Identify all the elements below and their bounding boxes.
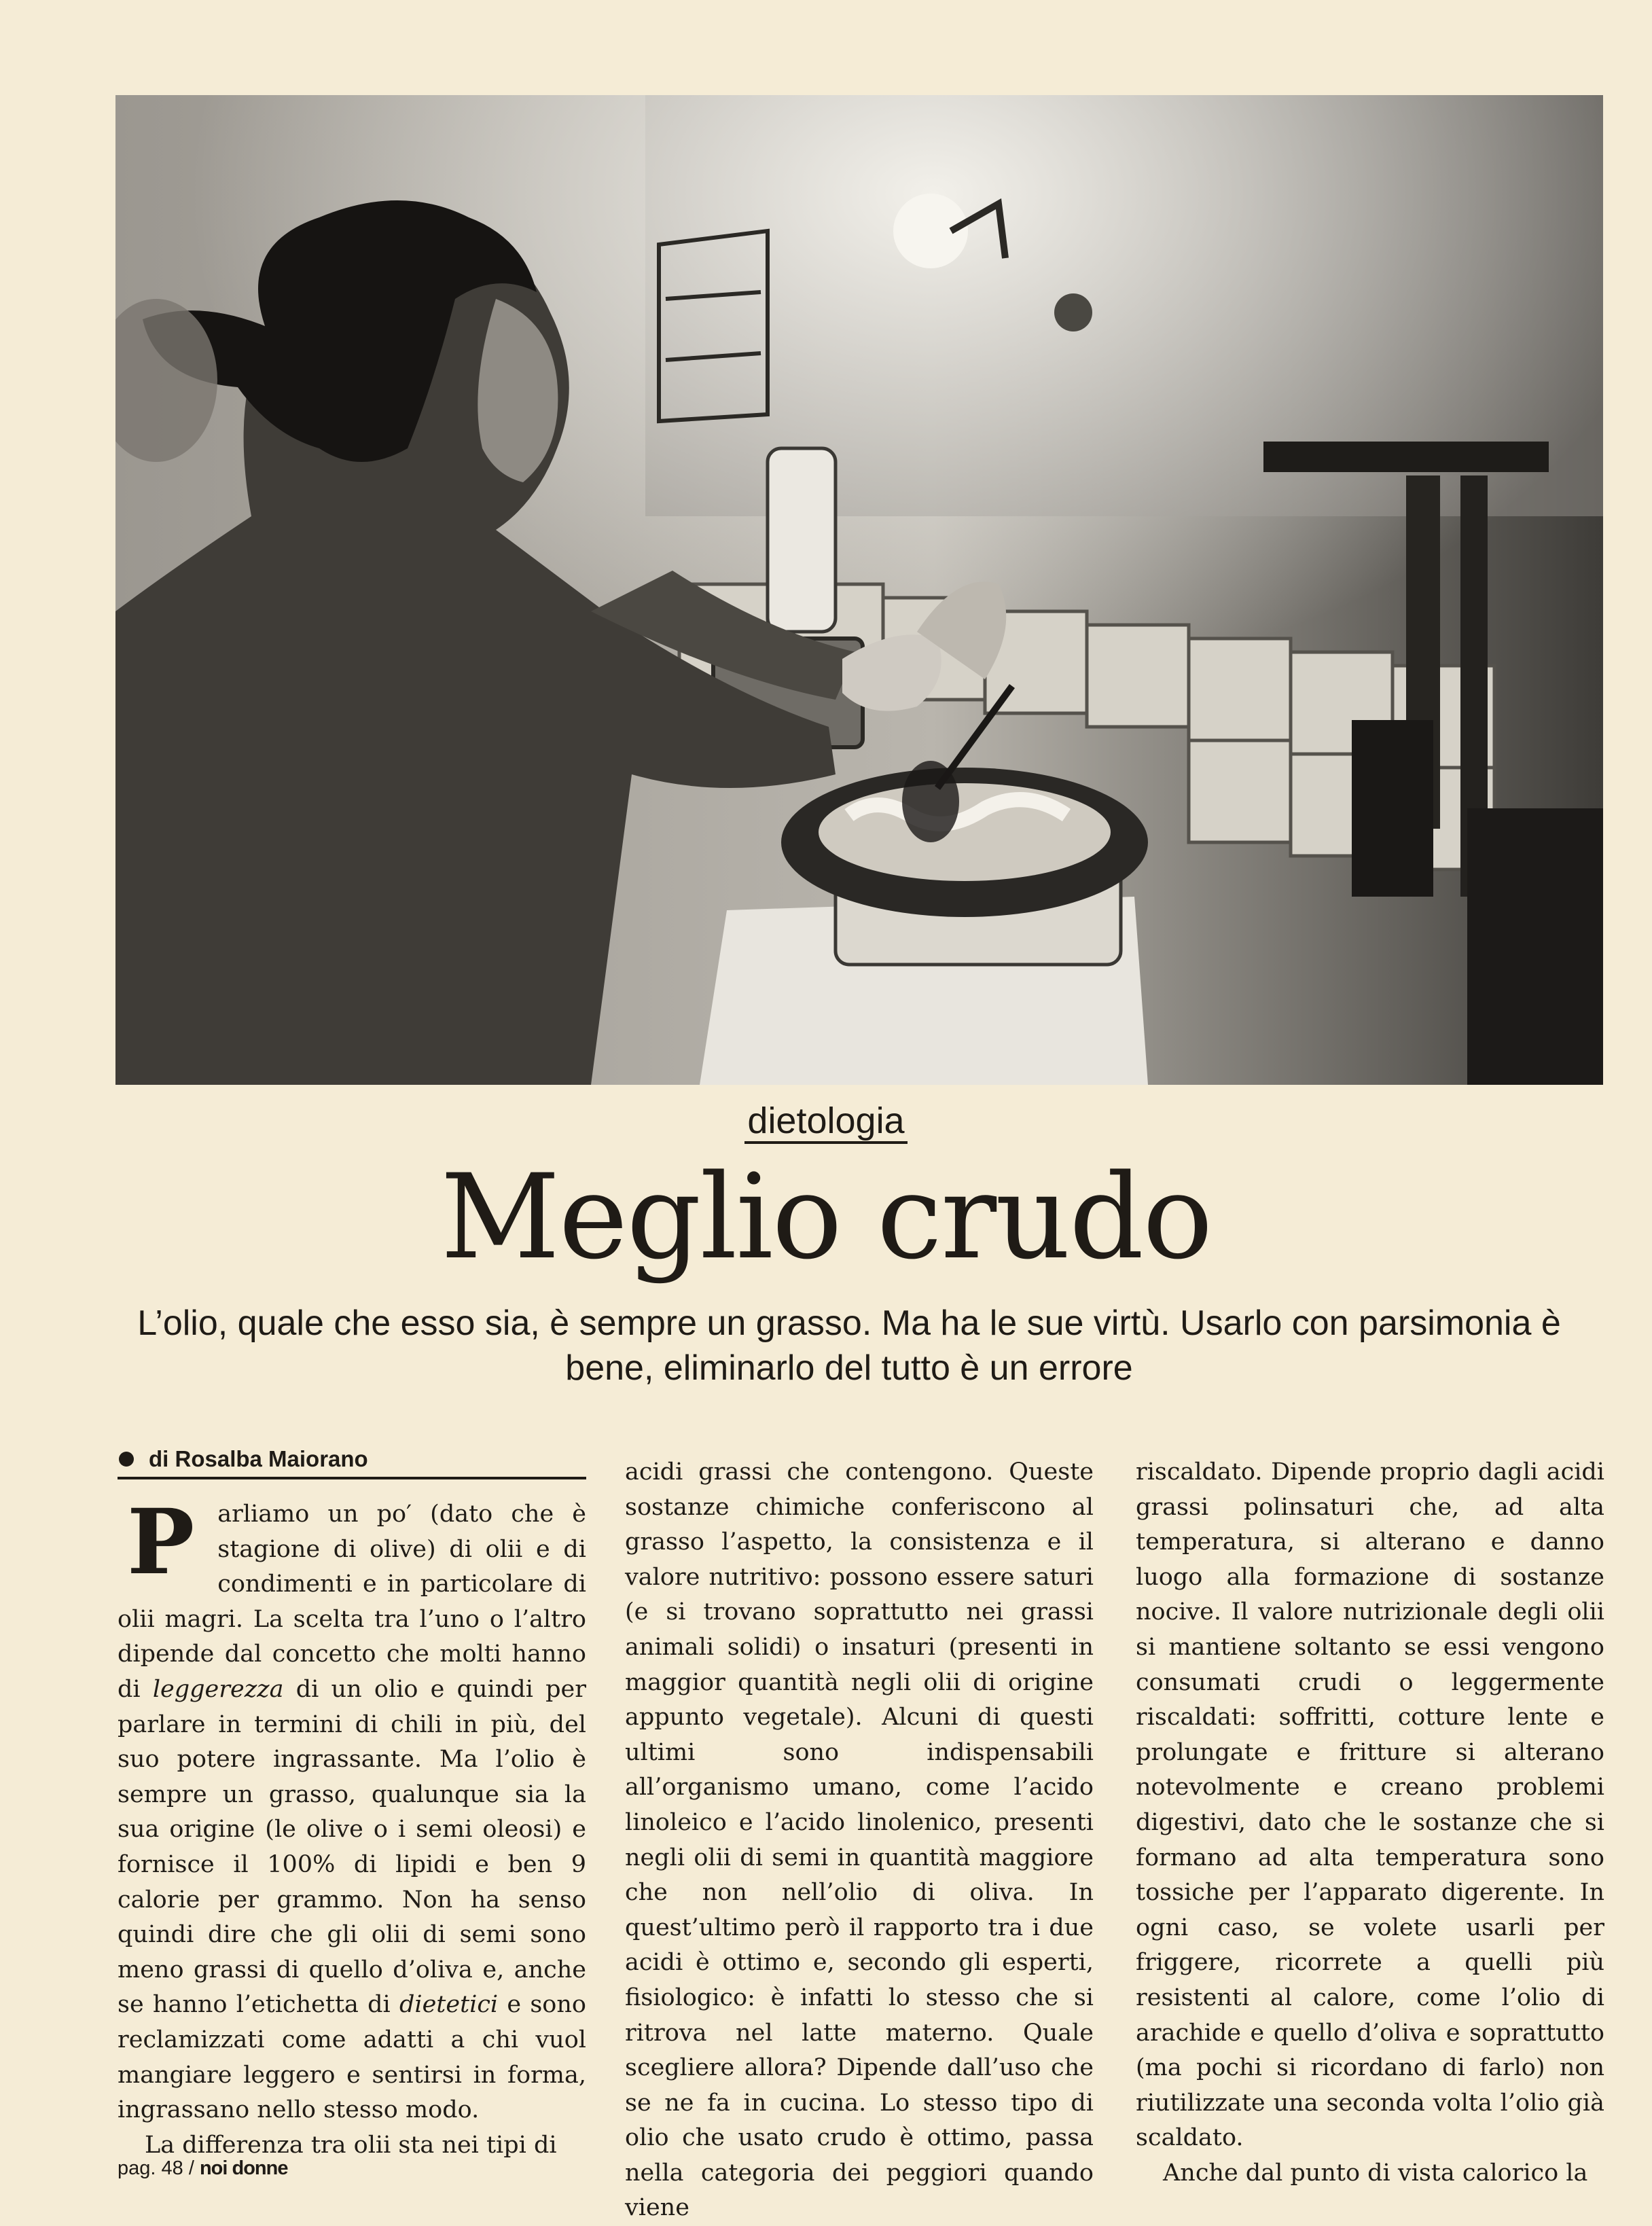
article-column-3 [1136,1455,1604,2191]
byline-author: di Rosalba Maiorano [149,1446,368,1471]
page-footer [118,2157,287,2180]
magazine-name: noi donne [199,2157,288,2179]
headline: Meglio crudo [440,1149,1212,1285]
byline [118,1441,586,1479]
kitchen-photo-illustration [115,95,1603,1085]
bullet-icon [119,1452,134,1467]
article-column-1 [118,1490,586,2163]
page-number: pag. 48 [118,2157,183,2179]
footer-separator: / [188,2157,194,2179]
deck-subtitle: L’olio, quale che esso sia, è sempre un grasso. Ma ha le sue virtù. Usarlo con parsimonia è bene, eliminarlo del tutto è un errore [137,1304,1561,1388]
section-label: dietologia [0,1099,1652,1143]
paragraph: Parliamo un po′ (dato che è stagione di olive) di olii e di condimenti e in particolare di olii magri. La scelta tra l’uno o l’altro dipende dal concetto che molti hanno di leggerezza di un olio e quindi per parlare in termini di chili in più, del suo potere ingrassante. Ma l’olio è sempre un grasso, qualunque sia la sua origine (le olive o i semi oleosi) e fornisce il 100% di lipidi e ben 9 calorie per grammo. Non ha senso quindi dire che gli olii di semi sono meno grassi di quello d’oliva e, anche se hanno l’etichetta di dietetici e sono reclamizzati come adatti a chi vuol mangiare leggero e sentirsi in forma, ingrassano nello stesso modo. [118,1490,586,2124]
paragraph: acidi grassi che contengono. Queste sostanze chimiche conferiscono al grasso l’aspetto, la consistenza e il valore nutritivo: possono essere saturi (e si trovano soprattutto nei grassi animali solidi) o insaturi (presenti in maggior quantità negli olii di origine appunto vegetale). Alcuni di questi ultimi sono indispensabili all’organismo umano, come l’acido linoleico e l’acido linolenico, presenti negli olii di semi in quantità maggiore che non nell’olio di oliva. In quest’ultimo però il rapporto tra i due acidi è ottimo e, secondo gli esperti, fisiologico: è infatti lo stesso che si ritrova nel latte materno. Quale scegliere allora? Dipende dall’uso che se ne fa in cucina. Lo stesso tipo di olio che usato crudo è ottimo, passa nella categoria dei peggiori quando viene [625,1458,1094,2222]
article-photo [115,95,1603,1085]
paragraph: Anche dal punto di vista calorico la [1163,2159,1588,2187]
drop-cap: P [127,1490,195,1595]
article-column-2 [625,1455,1094,2226]
paragraph: riscaldato. Dipende proprio dagli acidi grassi polinsaturi che, ad alta temperatura, si alterano e danno luogo alla formazione di sostanze nocive. Il valore nutrizionale degli olii si mantiene soltanto se essi vengono consumati crudi o leggermente riscaldati: soffritti, cotture lente e prolungate e fritture si alterano notevolmente e creano problemi digestivi, dato che le sostanze che si formano ad alta temperatura sono tossiche per l’apparato digerente. In ogni caso, se volete usarli per friggere, ricorrete a quelli più resistenti al calore, come l’olio di arachide e quello d’oliva e soprattutto (ma pochi si ricordano di farlo) non riutilizzate una seconda volta l’olio già scaldato. [1136,1458,1604,2152]
paragraph: La differenza tra olii sta nei tipi di [145,2131,557,2159]
